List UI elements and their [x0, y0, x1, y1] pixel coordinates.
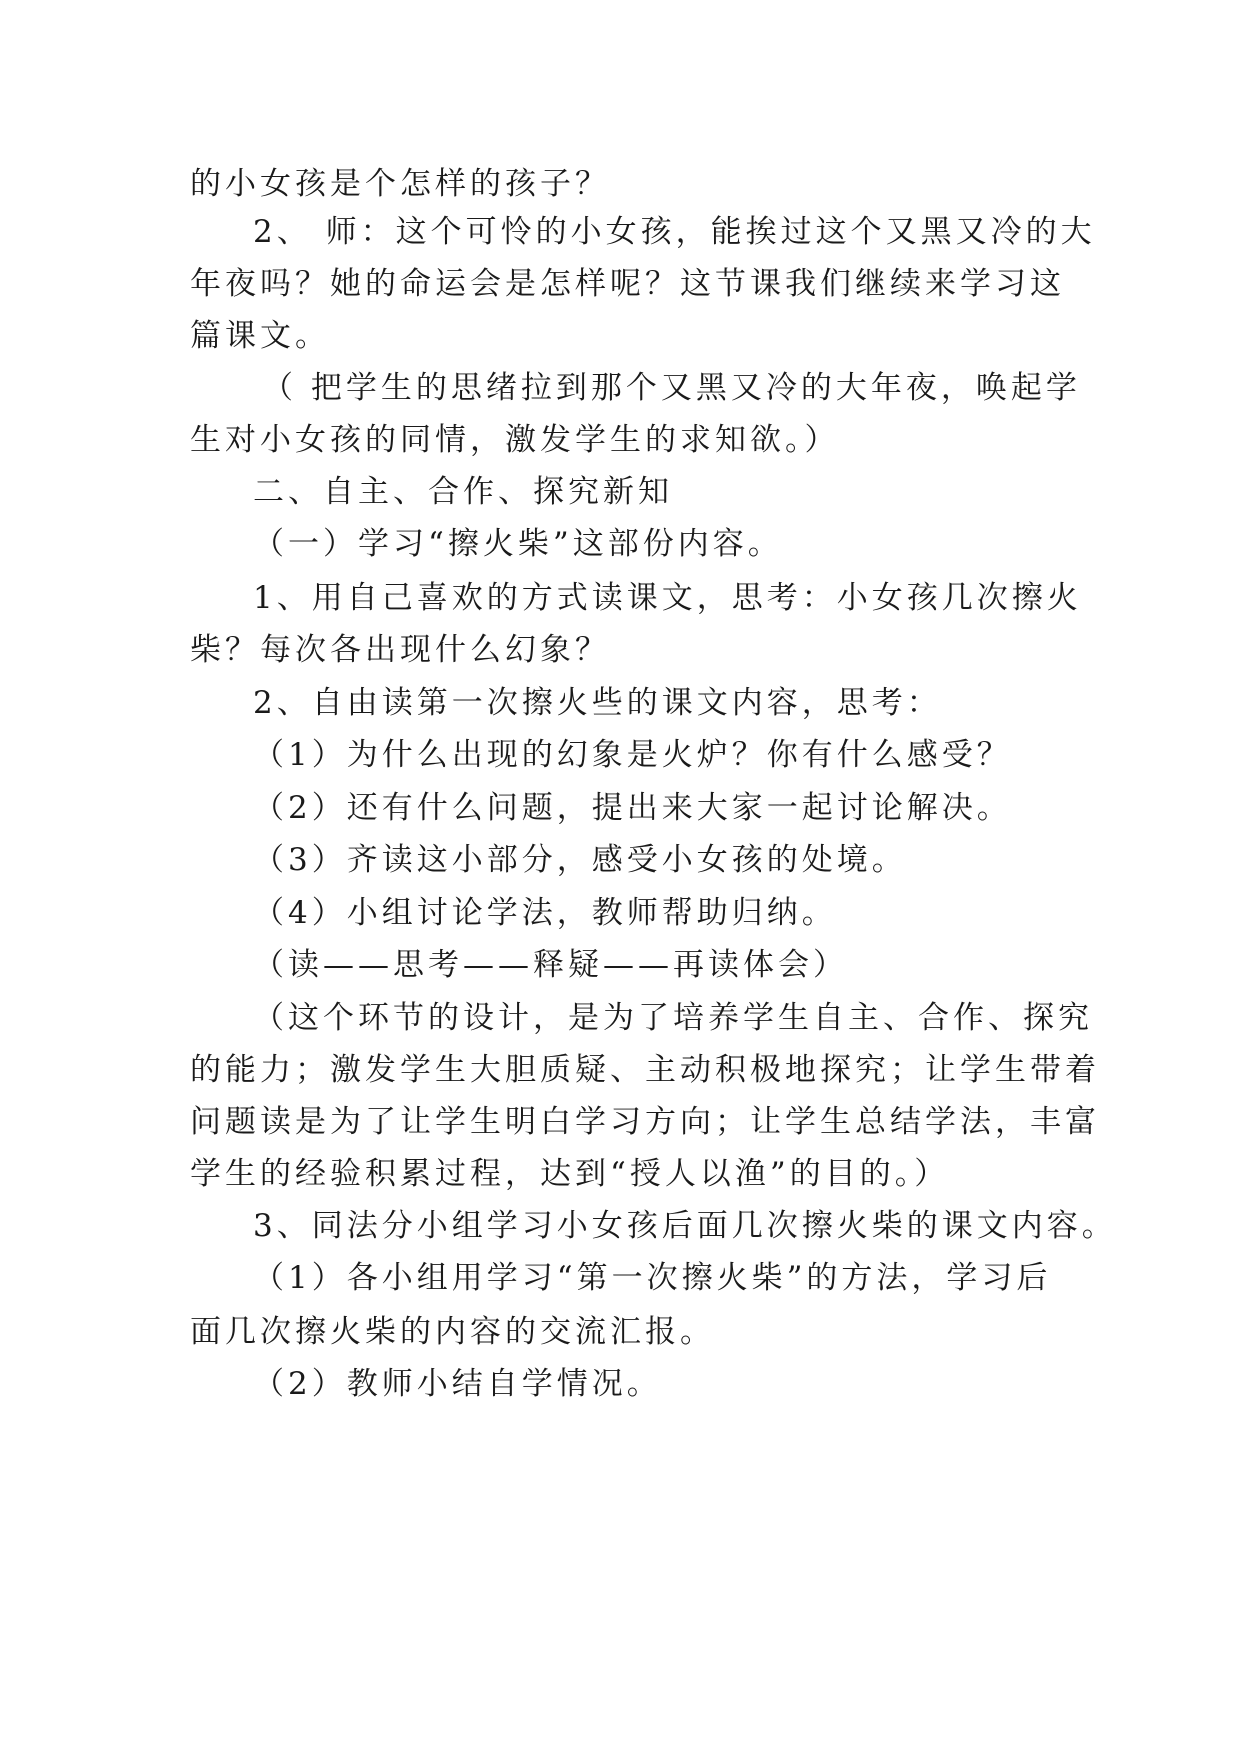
- text-line-20: 学生的经验积累过程，达到“授人以渔”的目的。）: [190, 1156, 950, 1192]
- text-line-24: （2）教师小结自学情况。: [253, 1366, 662, 1402]
- text-line-11: 2、自由读第一次擦火些的课文内容，思考：: [253, 685, 942, 721]
- text-line-15: （4）小组讨论学法，教师帮助归纳。: [253, 895, 837, 931]
- text-line-6: 生对小女孩的同情，激发学生的求知欲。）: [190, 422, 840, 458]
- text-line-23: 面几次擦火柴的内容的交流汇报。: [190, 1314, 715, 1350]
- text-line-4: 篇课文。: [190, 318, 330, 354]
- text-line-5: （ 把学生的思绪拉到那个又黑又冷的大年夜，唤起学: [262, 370, 1081, 406]
- text-line-18: 的能力；激发学生大胆质疑、主动积极地探究；让学生带着: [190, 1052, 1100, 1088]
- text-line-19: 问题读是为了让学生明白学习方向；让学生总结学法，丰富: [190, 1104, 1100, 1140]
- text-line-3: 年夜吗？她的命运会是怎样呢？这节课我们继续来学习这: [190, 266, 1065, 302]
- text-line-12: （1）为什么出现的幻象是火炉？你有什么感受？: [253, 737, 1012, 773]
- text-line-9: 1、用自己喜欢的方式读课文，思考：小女孩几次擦火: [253, 580, 1082, 616]
- text-line-21: 3、同法分小组学习小女孩后面几次擦火柴的课文内容。: [253, 1208, 1117, 1244]
- text-line-2: 2、 师：这个可怜的小女孩，能挨过这个又黑又冷的大: [253, 214, 1096, 250]
- text-line-22: （1）各小组用学习“第一次擦火柴”的方法，学习后: [253, 1260, 1052, 1296]
- text-line-10: 柴？每次各出现什么幻象？: [190, 632, 610, 668]
- text-line-14: （3）齐读这小部分，感受小女孩的处境。: [253, 842, 907, 878]
- text-line-8: （一）学习“擦火柴”这部份内容。: [253, 526, 783, 562]
- text-line-1: 的小女孩是个怎样的孩子？: [190, 166, 610, 202]
- text-line-17: （这个环节的设计，是为了培养学生自主、合作、探究: [253, 1000, 1093, 1036]
- text-line-13: （2）还有什么问题，提出来大家一起讨论解决。: [253, 790, 1012, 826]
- text-line-7: 二、自主、合作、探究新知: [253, 474, 673, 510]
- text-line-16: （读——思考——释疑——再读体会）: [253, 947, 848, 983]
